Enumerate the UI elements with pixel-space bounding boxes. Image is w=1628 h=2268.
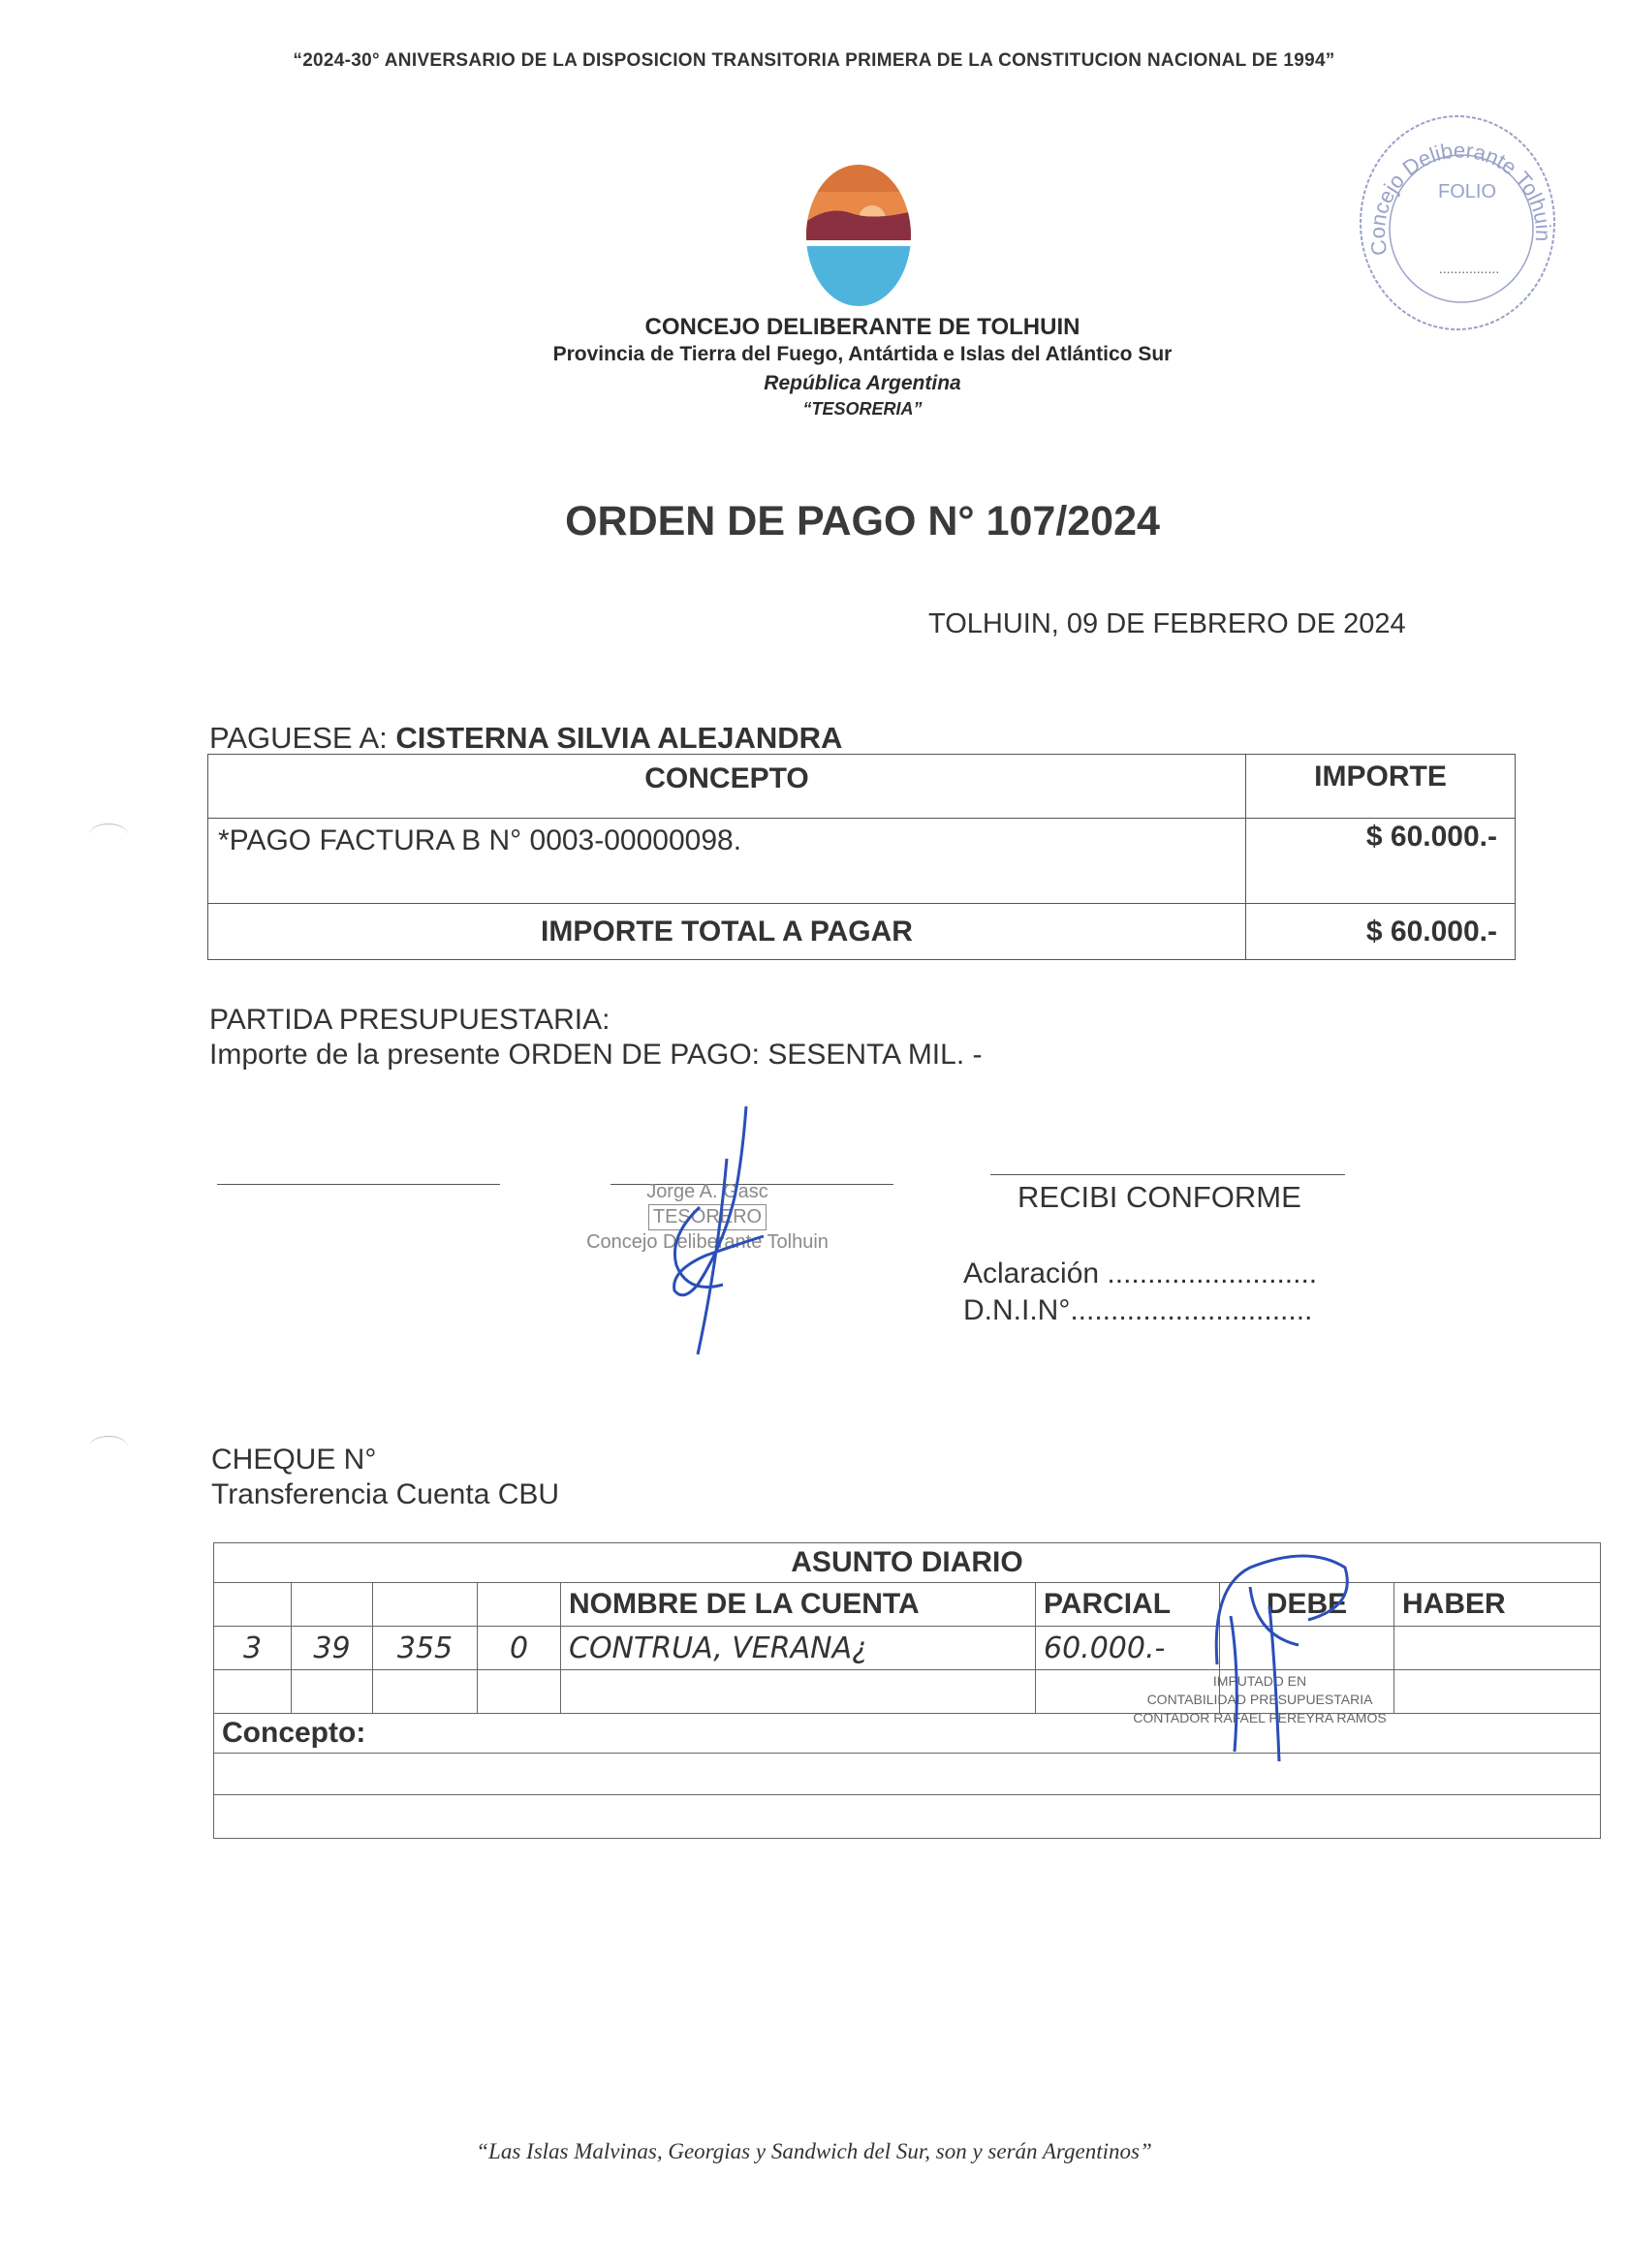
ledger-empty-cell <box>1394 1670 1601 1714</box>
footer-motto: “Las Islas Malvinas, Georgias y Sandwich del Sur, son y serán Argentinos” <box>476 2139 1152 2163</box>
amount-header: IMPORTE <box>1246 755 1516 819</box>
entry-credit <box>1394 1627 1601 1670</box>
budget-label: PARTIDA PRESUPUESTARIA: <box>209 1004 610 1036</box>
concept-line <box>214 1754 1601 1795</box>
treasurer-role: TESORERO <box>648 1204 767 1230</box>
stamp-line-1: IMPUTADO EN <box>1212 1673 1307 1689</box>
signature-line-left <box>217 1184 500 1185</box>
concept-header: CONCEPTO <box>208 755 1246 819</box>
debit-header: DEBE <box>1220 1583 1394 1627</box>
account-header: NOMBRE DE LA CUENTA <box>561 1583 1036 1627</box>
ledger-code-cell <box>214 1583 292 1627</box>
entry-account: CONTRUA, VERANA¿ <box>561 1627 1036 1670</box>
seal-dots: ................ <box>1438 261 1500 276</box>
received-label: RECIBI CONFORME <box>1018 1180 1301 1214</box>
cheque-label: CHEQUE N° <box>211 1444 377 1476</box>
ledger-empty-cell <box>561 1670 1036 1714</box>
organization-name: CONCEJO DELIBERANTE DE TOLHUIN <box>644 314 1080 340</box>
seal-label: FOLIO <box>1437 181 1497 202</box>
total-label: IMPORTE TOTAL A PAGAR <box>208 904 1246 960</box>
entry-code-1: 3 <box>214 1627 292 1670</box>
entry-code-4: 0 <box>478 1627 561 1670</box>
ledger-code-cell <box>292 1583 373 1627</box>
payee-name: CISTERNA SILVIA ALEJANDRA <box>395 721 843 755</box>
credit-header: HABER <box>1394 1583 1601 1627</box>
ledger-code-cell <box>478 1583 561 1627</box>
treasurer-signature <box>630 1101 775 1362</box>
entry-code-3: 355 <box>373 1627 478 1670</box>
concept-label: Concepto: <box>214 1714 1601 1754</box>
council-logo <box>804 163 913 308</box>
ledger-empty-cell <box>373 1670 478 1714</box>
province-name: Provincia de Tierra del Fuego, Antártida e Islas del Atlántico Sur <box>552 343 1173 365</box>
concept-cell: *PAGO FACTURA B N° 0003-00000098. <box>208 819 1246 904</box>
payee-label: PAGUESE A: <box>209 721 388 755</box>
signature-line-right <box>990 1174 1345 1175</box>
transfer-label: Transferencia Cuenta CBU <box>211 1478 560 1510</box>
document-title: ORDEN DE PAGO N° 107/2024 <box>565 498 1160 544</box>
ledger-empty-cell <box>292 1670 373 1714</box>
payee-line <box>209 721 842 756</box>
total-amount: $ 60.000.- <box>1246 904 1516 960</box>
commemorative-banner: “2024-30° ANIVERSARIO DE LA DISPOSICION TRANSITORIA PRIMERA DE LA CONSTITUCION NACIONAL DE 1994” <box>293 50 1335 71</box>
ledger-code-cell <box>373 1583 478 1627</box>
aclaracion-field: Aclaración .......................... <box>963 1258 1318 1289</box>
dni-field: D.N.I.N°.............................. <box>963 1294 1313 1326</box>
margin-mark <box>89 823 128 846</box>
accountant-signature <box>1192 1548 1366 1765</box>
ledger-title: ASUNTO DIARIO <box>214 1543 1601 1583</box>
treasurer-name: Jorge A. Gasc <box>646 1181 768 1202</box>
stamp-line-2: CONTABILIDAD PRESUPUESTARIA <box>1146 1692 1373 1707</box>
treasurer-org: Concejo Deliberante Tolhuin <box>586 1231 829 1253</box>
budget-amount-text: Importe de la presente ORDEN DE PAGO: SESENTA MIL. - <box>209 1039 983 1071</box>
folio-seal <box>1349 109 1566 337</box>
payment-table <box>207 754 1516 960</box>
department-name: “TESORERIA” <box>802 399 923 419</box>
ledger-empty-cell <box>478 1670 561 1714</box>
entry-partial: 60.000.- <box>1036 1627 1220 1670</box>
amount-cell: $ 60.000.- <box>1246 819 1516 904</box>
document-date: TOLHUIN, 09 DE FEBRERO DE 2024 <box>928 608 1406 639</box>
entry-code-2: 39 <box>292 1627 373 1670</box>
concept-line <box>214 1795 1601 1839</box>
ledger-empty-cell <box>214 1670 292 1714</box>
margin-mark <box>89 1436 128 1458</box>
stamp-line-3: CONTADOR RAFAEL PEREYRA RAMOS <box>1133 1710 1387 1725</box>
seal-text: Concejo Deliberante Tolhuin <box>1364 138 1556 258</box>
country-name: República Argentina <box>764 372 961 394</box>
partial-header: PARCIAL <box>1036 1583 1220 1627</box>
